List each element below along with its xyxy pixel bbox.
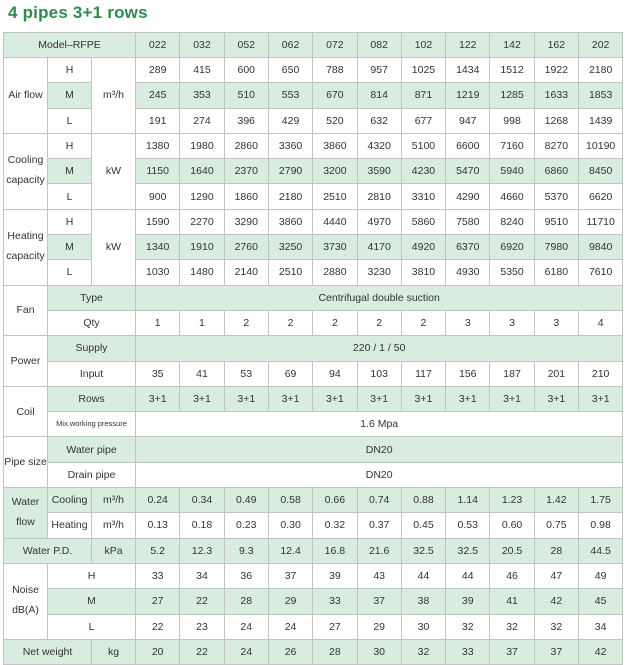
- value-cell: 26: [268, 639, 312, 664]
- value-cell: 3810: [401, 260, 445, 285]
- value-cell: 1853: [579, 83, 623, 108]
- value-cell: 69: [268, 361, 312, 386]
- value-cell: 2: [357, 310, 401, 335]
- value-cell: 3200: [313, 159, 357, 184]
- level-cell: H: [48, 133, 92, 158]
- span-value-cell: DN20: [136, 437, 623, 462]
- unit-cell: kg: [92, 639, 136, 664]
- sub-label-cell: Input: [48, 361, 136, 386]
- section-label: Cooling: [7, 154, 44, 167]
- value-cell: 0.53: [446, 513, 490, 538]
- sub-label-cell: Supply: [48, 336, 136, 361]
- value-cell: 788: [313, 58, 357, 83]
- page-title: 4 pipes 3+1 rows: [8, 3, 148, 22]
- value-cell: 2180: [268, 184, 312, 209]
- value-cell: 21.6: [357, 538, 401, 563]
- value-cell: 117: [401, 361, 445, 386]
- value-cell: 5860: [401, 209, 445, 234]
- level-cell: L: [48, 108, 92, 133]
- value-cell: 2180: [579, 58, 623, 83]
- section-label-cell: Water P.D.: [4, 538, 92, 563]
- value-cell: 35: [136, 361, 180, 386]
- value-cell: 245: [136, 83, 180, 108]
- level-cell: H: [48, 563, 136, 588]
- value-cell: 28: [313, 639, 357, 664]
- value-cell: 1910: [180, 235, 224, 260]
- level-cell: H: [48, 209, 92, 234]
- value-cell: 1922: [534, 58, 578, 83]
- value-cell: 2: [268, 310, 312, 335]
- value-cell: 415: [180, 58, 224, 83]
- value-cell: 187: [490, 361, 534, 386]
- table-row: [4, 614, 623, 639]
- value-cell: 2270: [180, 209, 224, 234]
- table-row: [4, 285, 623, 310]
- header-model-label: Model–RFPE: [4, 33, 136, 58]
- value-cell: 36: [224, 563, 268, 588]
- value-cell: 1.23: [490, 488, 534, 513]
- value-cell: 0.88: [401, 488, 445, 513]
- value-cell: 24: [268, 614, 312, 639]
- value-cell: 0.23: [224, 513, 268, 538]
- value-cell: 6920: [490, 235, 534, 260]
- value-cell: 2810: [357, 184, 401, 209]
- value-cell: 4170: [357, 235, 401, 260]
- value-cell: 12.3: [180, 538, 224, 563]
- value-cell: 1439: [579, 108, 623, 133]
- section-label: dB(A): [12, 604, 39, 617]
- model-header-cell: 162: [534, 33, 578, 58]
- value-cell: 353: [180, 83, 224, 108]
- value-cell: 1860: [224, 184, 268, 209]
- level-cell: L: [48, 260, 92, 285]
- value-cell: 1980: [180, 133, 224, 158]
- section-label: Noise: [12, 584, 39, 597]
- value-cell: 103: [357, 361, 401, 386]
- value-cell: 2860: [224, 133, 268, 158]
- value-cell: 3860: [313, 133, 357, 158]
- value-cell: 6620: [579, 184, 623, 209]
- value-cell: 8270: [534, 133, 578, 158]
- value-cell: 5350: [490, 260, 534, 285]
- value-cell: 632: [357, 108, 401, 133]
- value-cell: 22: [180, 639, 224, 664]
- model-header-cell: 122: [446, 33, 490, 58]
- table-row: [4, 538, 623, 563]
- value-cell: 10190: [579, 133, 623, 158]
- sub-label-cell: Drain pipe: [48, 462, 136, 487]
- value-cell: 3+1: [534, 386, 578, 411]
- value-cell: 34: [579, 614, 623, 639]
- value-cell: 210: [579, 361, 623, 386]
- value-cell: 1219: [446, 83, 490, 108]
- model-header-cell: 142: [490, 33, 534, 58]
- value-cell: 9840: [579, 235, 623, 260]
- value-cell: 201: [534, 361, 578, 386]
- unit-cell: m³/h: [92, 488, 136, 513]
- section-label-cell: Coil: [4, 386, 48, 437]
- value-cell: 2760: [224, 235, 268, 260]
- model-header-cell: 082: [357, 33, 401, 58]
- value-cell: 38: [401, 589, 445, 614]
- value-cell: 20.5: [490, 538, 534, 563]
- value-cell: 4660: [490, 184, 534, 209]
- value-cell: 6600: [446, 133, 490, 158]
- model-header-cell: 032: [180, 33, 224, 58]
- section-label: Water: [11, 495, 40, 508]
- table-row: [4, 336, 623, 361]
- table-row: [4, 462, 623, 487]
- value-cell: 32: [401, 639, 445, 664]
- value-cell: 1633: [534, 83, 578, 108]
- value-cell: 3: [534, 310, 578, 335]
- mode-cell: Heating: [48, 513, 92, 538]
- level-cell: M: [48, 589, 136, 614]
- value-cell: 0.49: [224, 488, 268, 513]
- section-label-cell: Air flow: [4, 58, 48, 134]
- value-cell: 670: [313, 83, 357, 108]
- value-cell: 28: [534, 538, 578, 563]
- value-cell: 0.18: [180, 513, 224, 538]
- value-cell: 37: [268, 563, 312, 588]
- value-cell: 27: [136, 589, 180, 614]
- value-cell: 30: [401, 614, 445, 639]
- value-cell: 39: [313, 563, 357, 588]
- value-cell: 0.60: [490, 513, 534, 538]
- value-cell: 20: [136, 639, 180, 664]
- value-cell: 7980: [534, 235, 578, 260]
- section-label-cell: [4, 488, 48, 539]
- value-cell: 1340: [136, 235, 180, 260]
- level-cell: H: [48, 58, 92, 83]
- value-cell: 1025: [401, 58, 445, 83]
- value-cell: 814: [357, 83, 401, 108]
- section-label: Heating: [7, 230, 44, 243]
- value-cell: 4290: [446, 184, 490, 209]
- section-label-cell: [4, 563, 48, 639]
- value-cell: 3310: [401, 184, 445, 209]
- value-cell: 1590: [136, 209, 180, 234]
- value-cell: 4230: [401, 159, 445, 184]
- value-cell: 8240: [490, 209, 534, 234]
- value-cell: 53: [224, 361, 268, 386]
- value-cell: 5470: [446, 159, 490, 184]
- value-cell: 1030: [136, 260, 180, 285]
- value-cell: 49: [579, 563, 623, 588]
- value-cell: 3: [490, 310, 534, 335]
- value-cell: 2: [401, 310, 445, 335]
- value-cell: 3+1: [180, 386, 224, 411]
- value-cell: 33: [446, 639, 490, 664]
- value-cell: 3+1: [224, 386, 268, 411]
- value-cell: 0.32: [313, 513, 357, 538]
- value-cell: 0.34: [180, 488, 224, 513]
- value-cell: 12.4: [268, 538, 312, 563]
- model-header-cell: 052: [224, 33, 268, 58]
- value-cell: 5370: [534, 184, 578, 209]
- value-cell: 3230: [357, 260, 401, 285]
- value-cell: 1290: [180, 184, 224, 209]
- value-cell: 29: [268, 589, 312, 614]
- value-cell: 1512: [490, 58, 534, 83]
- value-cell: 274: [180, 108, 224, 133]
- value-cell: 2880: [313, 260, 357, 285]
- table-row: [4, 437, 623, 462]
- value-cell: 0.74: [357, 488, 401, 513]
- value-cell: 23: [180, 614, 224, 639]
- table-row: [4, 639, 623, 664]
- value-cell: 957: [357, 58, 401, 83]
- value-cell: 32.5: [401, 538, 445, 563]
- value-cell: 1480: [180, 260, 224, 285]
- value-cell: 24: [224, 614, 268, 639]
- value-cell: 44: [446, 563, 490, 588]
- value-cell: 6860: [534, 159, 578, 184]
- value-cell: 5940: [490, 159, 534, 184]
- value-cell: 871: [401, 83, 445, 108]
- level-cell: M: [48, 83, 92, 108]
- value-cell: 600: [224, 58, 268, 83]
- span-value-cell: Centrifugal double suction: [136, 285, 623, 310]
- value-cell: 6370: [446, 235, 490, 260]
- level-cell: L: [48, 184, 92, 209]
- value-cell: 9.3: [224, 538, 268, 563]
- value-cell: 2370: [224, 159, 268, 184]
- unit-cell: m³/h: [92, 513, 136, 538]
- value-cell: 46: [490, 563, 534, 588]
- value-cell: 2510: [313, 184, 357, 209]
- table-row: [4, 209, 623, 234]
- value-cell: 900: [136, 184, 180, 209]
- table-row: [4, 33, 623, 58]
- value-cell: 1150: [136, 159, 180, 184]
- value-cell: 4970: [357, 209, 401, 234]
- unit-cell: kW: [92, 209, 136, 285]
- value-cell: 29: [357, 614, 401, 639]
- value-cell: 3860: [268, 209, 312, 234]
- section-label-cell: [4, 209, 48, 285]
- model-header-cell: 062: [268, 33, 312, 58]
- table-row: [4, 412, 623, 437]
- value-cell: 32: [490, 614, 534, 639]
- value-cell: 32.5: [446, 538, 490, 563]
- section-label-cell: Net weight: [4, 639, 92, 664]
- value-cell: 1: [180, 310, 224, 335]
- value-cell: 2: [224, 310, 268, 335]
- section-label: capacity: [6, 250, 45, 263]
- value-cell: 22: [180, 589, 224, 614]
- value-cell: 43: [357, 563, 401, 588]
- model-header-cell: 022: [136, 33, 180, 58]
- value-cell: 41: [180, 361, 224, 386]
- section-label-cell: Fan: [4, 285, 48, 336]
- value-cell: 289: [136, 58, 180, 83]
- value-cell: 0.13: [136, 513, 180, 538]
- sub-label-cell: Rows: [48, 386, 136, 411]
- value-cell: 677: [401, 108, 445, 133]
- value-cell: 2510: [268, 260, 312, 285]
- value-cell: 5.2: [136, 538, 180, 563]
- value-cell: 44: [401, 563, 445, 588]
- value-cell: 3360: [268, 133, 312, 158]
- value-cell: 32: [534, 614, 578, 639]
- value-cell: 3590: [357, 159, 401, 184]
- sub-label-cell: Type: [48, 285, 136, 310]
- mode-cell: Cooling: [48, 488, 92, 513]
- value-cell: 16.8: [313, 538, 357, 563]
- value-cell: 947: [446, 108, 490, 133]
- value-cell: 998: [490, 108, 534, 133]
- value-cell: 39: [446, 589, 490, 614]
- section-label: capacity: [6, 174, 45, 187]
- spec-table: [3, 32, 623, 665]
- value-cell: 4: [579, 310, 623, 335]
- unit-cell: kW: [92, 133, 136, 209]
- level-cell: M: [48, 159, 92, 184]
- value-cell: 3+1: [357, 386, 401, 411]
- value-cell: 396: [224, 108, 268, 133]
- value-cell: 4320: [357, 133, 401, 158]
- value-cell: 0.98: [579, 513, 623, 538]
- value-cell: 7610: [579, 260, 623, 285]
- value-cell: 1.14: [446, 488, 490, 513]
- model-header-cell: 072: [313, 33, 357, 58]
- value-cell: 24: [224, 639, 268, 664]
- value-cell: 42: [579, 639, 623, 664]
- value-cell: 1: [136, 310, 180, 335]
- section-label-cell: [4, 133, 48, 209]
- span-value-cell: 1.6 Mpa: [136, 412, 623, 437]
- value-cell: 3+1: [136, 386, 180, 411]
- value-cell: 510: [224, 83, 268, 108]
- spec-table-body: [4, 33, 623, 665]
- value-cell: 0.37: [357, 513, 401, 538]
- value-cell: 1.42: [534, 488, 578, 513]
- value-cell: 22: [136, 614, 180, 639]
- sub-label-cell: Qty: [48, 310, 136, 335]
- value-cell: 0.58: [268, 488, 312, 513]
- value-cell: 37: [534, 639, 578, 664]
- value-cell: 5100: [401, 133, 445, 158]
- table-row: [4, 488, 623, 513]
- model-header-cell: 202: [579, 33, 623, 58]
- value-cell: 1.75: [579, 488, 623, 513]
- value-cell: 8450: [579, 159, 623, 184]
- value-cell: 3+1: [446, 386, 490, 411]
- value-cell: 41: [490, 589, 534, 614]
- span-value-cell: 220 / 1 / 50: [136, 336, 623, 361]
- value-cell: 30: [357, 639, 401, 664]
- value-cell: 47: [534, 563, 578, 588]
- value-cell: 429: [268, 108, 312, 133]
- table-row: [4, 386, 623, 411]
- value-cell: 37: [357, 589, 401, 614]
- section-label-cell: Power: [4, 336, 48, 387]
- value-cell: 2: [313, 310, 357, 335]
- value-cell: 0.75: [534, 513, 578, 538]
- value-cell: 520: [313, 108, 357, 133]
- value-cell: 3730: [313, 235, 357, 260]
- table-row: [4, 589, 623, 614]
- value-cell: 7160: [490, 133, 534, 158]
- value-cell: 4440: [313, 209, 357, 234]
- value-cell: 42: [534, 589, 578, 614]
- value-cell: 27: [313, 614, 357, 639]
- table-row: [4, 58, 623, 83]
- value-cell: 3+1: [490, 386, 534, 411]
- value-cell: 1285: [490, 83, 534, 108]
- value-cell: 3+1: [268, 386, 312, 411]
- value-cell: 3+1: [579, 386, 623, 411]
- table-row: [4, 563, 623, 588]
- value-cell: 33: [313, 589, 357, 614]
- value-cell: 0.66: [313, 488, 357, 513]
- section-label-cell: Pipe size: [4, 437, 48, 488]
- value-cell: 37: [490, 639, 534, 664]
- value-cell: 1434: [446, 58, 490, 83]
- value-cell: 191: [136, 108, 180, 133]
- value-cell: 1380: [136, 133, 180, 158]
- value-cell: 33: [136, 563, 180, 588]
- value-cell: 11710: [579, 209, 623, 234]
- sub-label-cell: Water pipe: [48, 437, 136, 462]
- value-cell: 3: [446, 310, 490, 335]
- value-cell: 45: [579, 589, 623, 614]
- unit-cell: kPa: [92, 538, 136, 563]
- value-cell: 2140: [224, 260, 268, 285]
- span-value-cell: DN20: [136, 462, 623, 487]
- section-label: flow: [16, 515, 35, 528]
- value-cell: 3+1: [313, 386, 357, 411]
- value-cell: 94: [313, 361, 357, 386]
- value-cell: 9510: [534, 209, 578, 234]
- value-cell: 32: [446, 614, 490, 639]
- level-cell: L: [48, 614, 136, 639]
- value-cell: 553: [268, 83, 312, 108]
- value-cell: 4920: [401, 235, 445, 260]
- value-cell: 2790: [268, 159, 312, 184]
- value-cell: 0.24: [136, 488, 180, 513]
- value-cell: 3250: [268, 235, 312, 260]
- value-cell: 6180: [534, 260, 578, 285]
- value-cell: 4930: [446, 260, 490, 285]
- unit-cell: m³/h: [92, 58, 136, 134]
- table-row: [4, 361, 623, 386]
- value-cell: 7580: [446, 209, 490, 234]
- table-row: [4, 133, 623, 158]
- table-row: [4, 310, 623, 335]
- value-cell: 44.5: [579, 538, 623, 563]
- model-header-cell: 102: [401, 33, 445, 58]
- value-cell: 34: [180, 563, 224, 588]
- value-cell: 1268: [534, 108, 578, 133]
- value-cell: 650: [268, 58, 312, 83]
- value-cell: 1640: [180, 159, 224, 184]
- value-cell: 3290: [224, 209, 268, 234]
- value-cell: 156: [446, 361, 490, 386]
- value-cell: 28: [224, 589, 268, 614]
- value-cell: 3+1: [401, 386, 445, 411]
- sub-label-cell: Mix.working pressure: [48, 412, 136, 437]
- value-cell: 0.45: [401, 513, 445, 538]
- level-cell: M: [48, 235, 92, 260]
- table-row: [4, 513, 623, 538]
- value-cell: 0.30: [268, 513, 312, 538]
